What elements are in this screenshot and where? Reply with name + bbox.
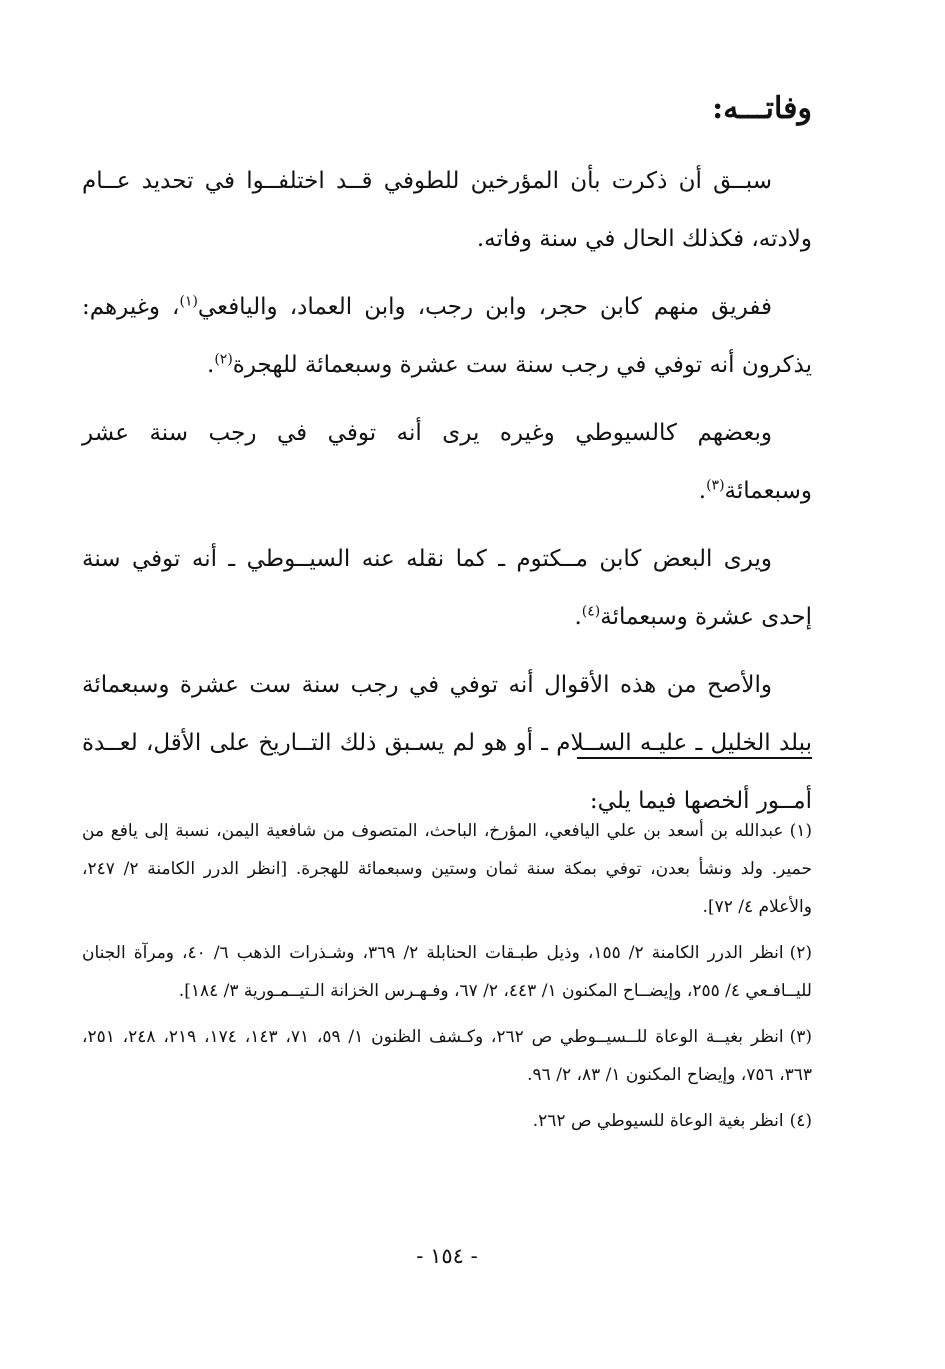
main-text	[82, 152, 812, 840]
book-page	[82, 0, 812, 1369]
footnote-ref-2: (٢)	[214, 351, 233, 368]
footnote-divider	[577, 757, 812, 759]
paragraph-1: سبــق أن ذكرت بأن المؤرخين للطوفي قــد اختلفــوا في تحديد عــام ولادته، فكذلك الحال في سنة وفاته.	[82, 168, 812, 252]
footnotes	[82, 812, 812, 1148]
footnote-ref-1: (١)	[179, 293, 198, 310]
paragraph-5: والأصح من هذه الأقوال أنه توفي في رجب سنة ست عشرة وسبعمائة ببلد الخليل ـ عليـه الســلام ـ أو هو لم يسـبق ذلك التــاريخ على الأقل، لعــدة أمــور ألخصها فيما يلي:	[82, 672, 812, 814]
paragraph-4: ويرى البعض كابن مــكتوم ـ كما نقله عنه السيــوطي ـ أنه توفي سنة إحدى عشرة وسبعمائة$^{(٤)}$.	[82, 546, 812, 630]
section-heading: وفاتـــه:	[712, 91, 812, 126]
footnote-3: (٣)انظر بغيــة الوعاة للــسيــوطي ص ٢٦٢، وكـشف الظنون ١/ ٥٩، ٧١، ١٤٣، ١٧٤، ٢١٩، ٢٤٨، ٢٥١، ٣٦٣، ٧٥٦، وإيضاح المكنون ١/ ٨٣، ٢/ ٩٦.	[82, 1027, 813, 1085]
footnote-2: (٢)انظر الدرر الكامنة ٢/ ١٥٥، وذيل طبـقات الحنابلة ٢/ ٣٦٩، وشـذرات الذهب ٦/ ٤٠، ومرآة الجنان لليــافـعي ٤/ ٢٥٥، وإيضــاح المكنون ١/ ٤٤٣، ٢/ ٦٧، وفـهـرس الخزانة الـتيــمـورية ٣/ ١٨٤].	[82, 943, 812, 1001]
paragraph-2: ففريق منهم كابن حجر، وابن رجب، وابن العماد، واليافعي$^{(١)}$، وغيرهم: يذكرون أنه توفي في رجب سنة ست عشرة وسبعمائة للهجرة$^{(٢)}$.	[82, 293, 812, 378]
footnote-4: (٤)انظر بغية الوعاة للسيوطي ص ٢٦٢.	[532, 1111, 812, 1131]
page-number: - ١٥٤ -	[416, 1244, 478, 1268]
footnote-ref-4: (٤)	[581, 603, 601, 620]
paragraph-3: وبعضهم كالسيوطي وغيره يرى أنه توفي في رجب سنة عشر وسبعمائة$^{(٣)}$.	[82, 420, 812, 504]
footnote-1: (١)عبدالله بن أسعد بن علي اليافعي، المؤرخ، الباحث، المتصوف من شافعية اليمن، نسبة إلى يافع من حمير. ولد ونشأ بعدن، توفي بمكة سنة ثمان وستين وسبعمائة للهجرة. [انظر الدرر الكامنة ٢/ ٢٤٧، والأعلام ٤/ ٧٢].	[82, 821, 812, 917]
footnote-ref-3: (٣)	[706, 477, 725, 494]
